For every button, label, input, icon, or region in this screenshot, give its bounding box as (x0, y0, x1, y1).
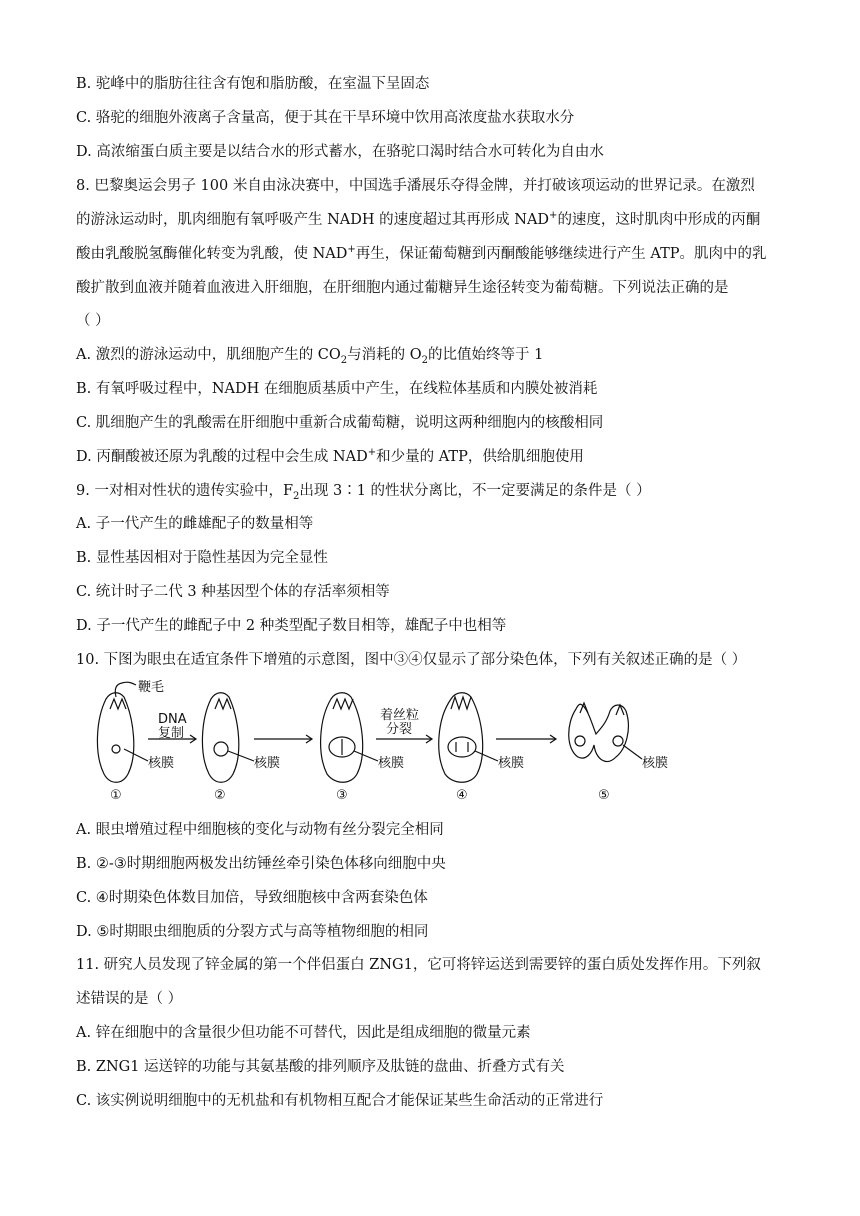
q11-stem-line1: 11. 研究人员发现了锌金属的第一个伴侣蛋白 ZNG1，它可将锌运送到需要锌的蛋白质处发挥作用。下列叙 (76, 957, 761, 973)
cell-2-outline (202, 693, 238, 783)
q9-option-d: D. 子一代产生的雌配子中 2 种类型配子数目相等，雄配子中也相等 (76, 618, 507, 634)
label-replication: 复制 (158, 726, 185, 741)
label-split: 分裂 (386, 722, 413, 737)
cell-4-chromosomes (456, 742, 468, 752)
stage-4-number: ④ (456, 788, 468, 803)
cell-2-nucleus (214, 742, 228, 756)
q7-option-b: B. 驼峰中的脂肪往往含有饱和脂肪酸，在室温下呈固态 (76, 76, 430, 92)
cell-2-nucleus-pointer (228, 751, 254, 761)
stage-3-number: ③ (336, 788, 348, 803)
q10-stem: 10. 下图为眼虫在适宜条件下增殖的示意图，图中③④仅显示了部分染色体，下列有关叙述正确的是（ ） (76, 652, 747, 668)
cell-5-nucleus-right (613, 736, 623, 746)
cell-1-outline (97, 693, 133, 783)
label-centromere: 着丝粒 (380, 708, 420, 723)
euglena-division-figure (86, 679, 696, 809)
q9-option-b: B. 显性基因相对于隐性基因为完全显性 (76, 550, 328, 566)
cell-5-nucleus-left (575, 736, 585, 746)
q8-stem-line4: 酸扩散到血液并随着血液进入肝细胞，在肝细胞内通过葡糖异生途径转变为葡萄糖。下列说法正确的是 (76, 280, 729, 296)
q11-option-c: C. 该实例说明细胞中的无机盐和有机物相互配合才能保证某些生命活动的正常进行 (76, 1093, 604, 1109)
q11-option-a: A. 锌在细胞中的含量很少但功能不可替代，因此是组成细胞的微量元素 (76, 1025, 531, 1041)
q8-answer-blank: （ ） (76, 313, 110, 329)
q7-option-d: D. 高浓缩蛋白质主要是以结合水的形式蓄水，在骆驼口渴时结合水可转化为自由水 (76, 144, 604, 160)
cell-4-nucleus (448, 737, 476, 757)
label-nuclear-2: 核膜 (254, 756, 281, 771)
q11-option-b: B. ZNG1 运送锌的功能与其氨基酸的排列顺序及肽链的盘曲、折叠方式有关 (76, 1059, 565, 1075)
q8-option-b: B. 有氧呼吸过程中，NADH 在细胞质基质中产生，在线粒体基质和内膜处被消耗 (76, 381, 598, 397)
q9-option-c: C. 统计时子二代 3 种基因型个体的存活率须相等 (76, 584, 390, 600)
label-nuclear-5: 核膜 (642, 756, 669, 771)
q11-stem-line2: 述错误的是（ ） (76, 991, 183, 1007)
stage-1-number: ① (110, 788, 122, 803)
q10-option-c: C. ④时期染色体数目加倍，导致细胞核中含两套染色体 (76, 890, 428, 906)
label-nuclear-3: 核膜 (378, 756, 405, 771)
cell-3-gullet (333, 699, 353, 709)
q8-option-a: A. 激烈的游泳运动中，肌细胞产生的 $CO_2$与消耗的 $O_2$的比值始终等于 1 (76, 347, 544, 366)
cell-5-nucleus-pointer (623, 745, 642, 759)
cell-4-gullet (451, 697, 471, 709)
q8-stem-line1: 8. 巴黎奥运会男子 100 米自由泳决赛中，中国选手潘展乐夺得金牌，并打破该项运动的世界记录。在激烈 (76, 178, 755, 194)
stage-5-number: ⑤ (598, 788, 610, 803)
cell-3-nucleus-pointer (354, 751, 378, 761)
label-flagellum: 鞭毛 (138, 680, 165, 695)
cell-1-nucleus (112, 745, 120, 753)
cell-2-gullet (215, 699, 231, 709)
q8-stem-line2: 的游泳运动时，肌肉细胞有氧呼吸产生 NADH 的速度超过其再形成 NAD+的速度，这时肌肉中形成的丙酮 (76, 210, 761, 228)
q7-option-c: C. 骆驼的细胞外液离子含量高，便于其在干旱环境中饮用高浓度盐水获取水分 (76, 110, 575, 126)
label-nuclear-1: 核膜 (148, 756, 175, 771)
q8-stem-line3: 酸由乳酸脱氢酶催化转变为乳酸，使 NAD+再生，保证葡萄糖到丙酮酸能够继续进行产生 ATP。肌肉中的乳 (76, 244, 767, 262)
q8-option-c: C. 肌细胞产生的乳酸需在肝细胞中重新合成葡萄糖，说明这两种细胞内的核酸相同 (76, 415, 604, 431)
q10-option-a: A. 眼虫增殖过程中细胞核的变化与动物有丝分裂完全相同 (76, 822, 444, 838)
q9-option-a: A. 子一代产生的雌雄配子的数量相等 (76, 516, 314, 532)
euglena-division-diagram (86, 679, 696, 809)
label-nuclear-4: 核膜 (498, 756, 525, 771)
cell-4-nucleus-pointer (475, 751, 498, 761)
q10-option-d: D. ⑤时期眼虫细胞质的分裂方式与高等植物细胞的相同 (76, 924, 429, 940)
q10-option-b: B. ②-③时期细胞两极发出纺锤丝牵引染色体移向细胞中央 (76, 856, 446, 872)
cell-1-nucleus-pointer (124, 749, 148, 761)
cell-5-outline (569, 704, 629, 761)
stage-2-number: ② (214, 788, 226, 803)
flagellum (122, 682, 136, 685)
q8-option-d: D. 丙酮酸被还原为乳酸的过程中会生成 NAD+和少量的 ATP，供给肌细胞使用 (76, 447, 584, 465)
q9-stem: 9. 一对相对性状的遗传实验中，$F_2$出现 3∶1 的性状分离比，不一定要满足的条件是（ ） (76, 483, 651, 502)
label-dna: DNA (158, 712, 187, 727)
